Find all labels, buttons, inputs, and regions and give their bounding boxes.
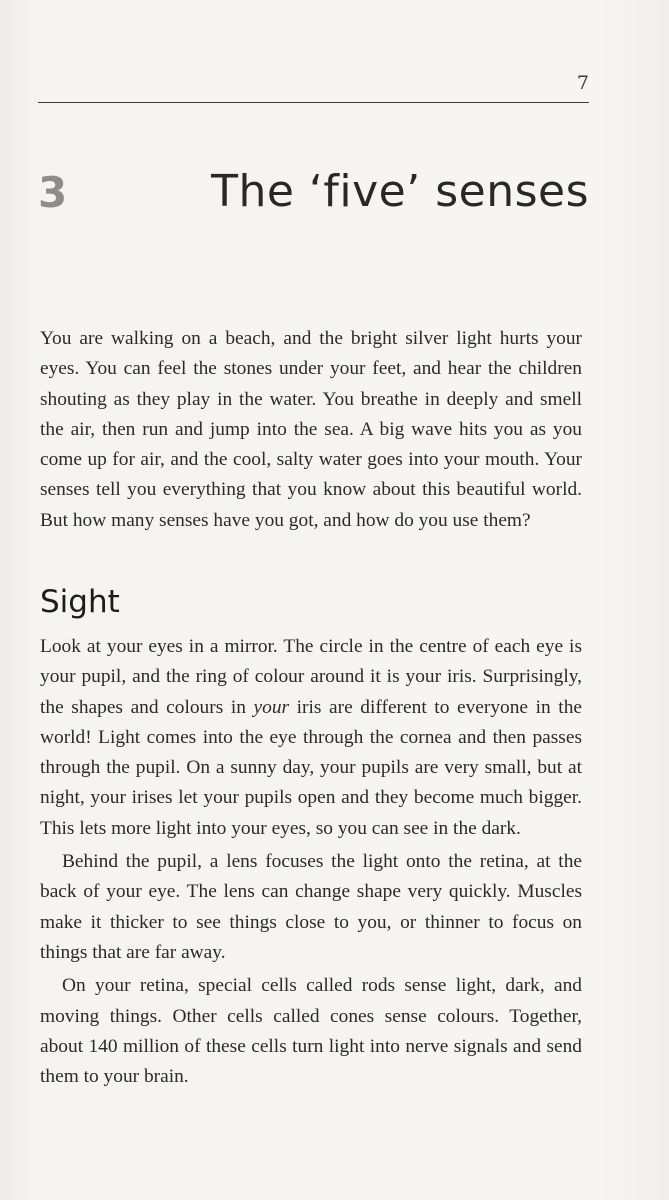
sight-paragraph-1 [40, 632, 582, 844]
section-heading-sight: Sight [40, 584, 120, 620]
sight-paragraph-2: Behind the pupil, a lens focuses the light onto the retina, at the back of your eye. The lens can change shape very quickly. Muscles make it thicker to see things close to you, or thinner to focus on things that are far away. [40, 851, 582, 963]
sight-paragraph-1-end: iris are different to everyone in the world! Light comes into the eye through the cornea and then passes through the pupil. On a sunny day, your pupils are very small, but at night, your irises let your pupils open and they become much bigger. This lets more light into your eyes, so you can see in the dark. [40, 696, 582, 839]
header-rule [38, 102, 589, 103]
emphasis-your: your [253, 696, 290, 718]
sight-paragraph-1-start: Look at your eyes in a mirror. The circle in the centre of each eye is your pupil, and the ring of colour around it is your iris. Surprisingly, the shapes and colours in [40, 636, 582, 718]
chapter-heading [38, 168, 589, 232]
page-number: 7 [576, 72, 589, 94]
chapter-title: The ‘five’ senses [211, 166, 589, 217]
sight-paragraph-3: On your retina, special cells called rods sense light, dark, and moving things. Other cells called cones sense colours. Together, about 140 million of these cells turn light into nerve signals and send them to your brain. [40, 975, 582, 1088]
chapter-number: 3 [38, 168, 68, 217]
intro-paragraph: You are walking on a beach, and the bright silver light hurts your eyes. You can feel the stones under your feet, and hear the children shouting as they play in the water. You breathe in deeply and smell the air, then run and jump into the sea. A big wave hits you as you come up for air, and the cool, salty water goes into your mouth. Your senses tell you everything that you know about this beautiful world. But how many senses have you got, and how do you use them? [40, 328, 582, 531]
sight-section [40, 632, 582, 1092]
intro-section [40, 324, 582, 536]
